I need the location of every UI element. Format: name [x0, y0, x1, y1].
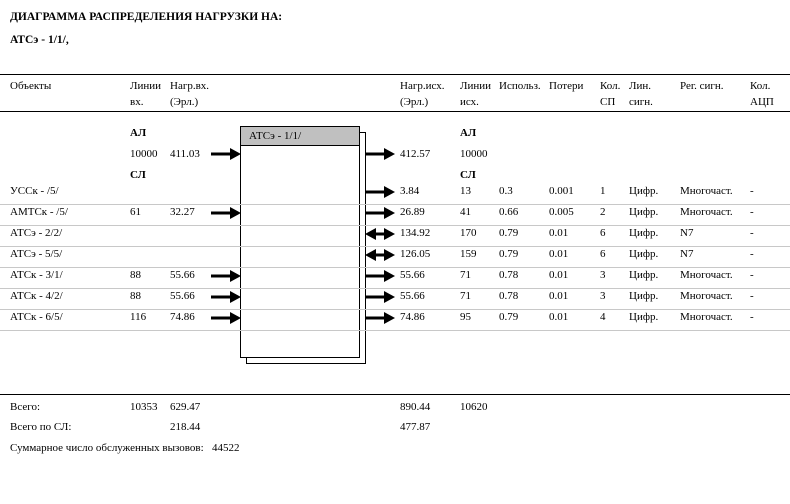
al-label-out: АЛ [460, 127, 477, 139]
cell-adc: - [750, 227, 754, 239]
cell-usage: 0.79 [499, 248, 519, 260]
cell-load-out: 55.66 [400, 290, 425, 302]
bidirectional-arrow-icon [365, 228, 395, 240]
out-arrow-icon [365, 291, 395, 303]
cell-line-sig: Цифр. [629, 311, 659, 323]
al-lines-out: 10000 [460, 148, 488, 160]
cell-load-out: 134.92 [400, 227, 431, 239]
cell-lines-out: 13 [460, 185, 471, 197]
in-arrow-icon [211, 270, 241, 282]
cell-lines-out: 159 [460, 248, 477, 260]
al-label-in: АЛ [130, 127, 147, 139]
totals-rule [0, 394, 790, 395]
cell-lines-out: 41 [460, 206, 471, 218]
total-lines-in: 10353 [130, 401, 158, 413]
out-arrow-icon [365, 312, 395, 324]
header-count-sub: СП [600, 96, 616, 108]
header-load-in-sub: (Эрл.) [170, 96, 199, 108]
in-arrow-icon [211, 207, 241, 219]
header-bottom-rule [0, 111, 790, 112]
cell-line-sig: Цифр. [629, 248, 659, 260]
cell-usage: 0.3 [499, 185, 513, 197]
cell-name: АМТСк - /5/ [10, 206, 68, 218]
cell-adc: - [750, 290, 754, 302]
cell-count: 2 [600, 206, 606, 218]
in-arrow-icon [211, 312, 241, 324]
cell-reg-sig: N7 [680, 248, 694, 260]
cell-adc: - [750, 185, 754, 197]
sl-label-out: СЛ [460, 169, 476, 181]
row-divider [0, 330, 790, 331]
cell-load-in: 55.66 [170, 269, 195, 281]
cell-line-sig: Цифр. [629, 185, 659, 197]
calls-label: Суммарное число обслуженных вызовов: [10, 442, 204, 454]
row-divider [0, 204, 790, 205]
row-divider [0, 288, 790, 289]
header-objects: Объекты [10, 80, 52, 92]
sl-label-in: СЛ [130, 169, 146, 181]
cell-name: АТСэ - 2/2/ [10, 227, 63, 239]
station-box-label: АТСэ - 1/1/ [241, 127, 359, 146]
cell-count: 3 [600, 269, 606, 281]
cell-reg-sig: Многочаст. [680, 290, 733, 302]
cell-adc: - [750, 311, 754, 323]
al-out-arrow-icon [365, 148, 395, 160]
out-arrow-icon [365, 186, 395, 198]
cell-name: УССк - /5/ [10, 185, 59, 197]
cell-adc: - [750, 248, 754, 260]
in-arrow-icon [211, 291, 241, 303]
total-label: Всего: [10, 401, 41, 413]
cell-load-out: 126.05 [400, 248, 431, 260]
header-load-in: Нагр.вх. [170, 80, 210, 92]
out-arrow-icon [365, 270, 395, 282]
al-lines-in: 10000 [130, 148, 158, 160]
header-line-sig: Лин. [629, 80, 651, 92]
cell-lines-out: 71 [460, 269, 471, 281]
header-load-out-sub: (Эрл.) [400, 96, 429, 108]
header-lines-in-sub: вх. [130, 96, 144, 108]
cell-losses: 0.01 [549, 227, 569, 239]
row-divider [0, 309, 790, 310]
header-lines-out: Линии [460, 80, 492, 92]
cell-losses: 0.001 [549, 185, 574, 197]
header-count: Кол. [600, 80, 621, 92]
report-title: ДИАГРАММА РАСПРЕДЕЛЕНИЯ НАГРУЗКИ НА: [10, 11, 283, 23]
sl-total-label: Всего по СЛ: [10, 421, 72, 433]
cell-lines-out: 95 [460, 311, 471, 323]
header-lines-in: Линии [130, 80, 162, 92]
cell-usage: 0.78 [499, 290, 519, 302]
total-lines-out: 10620 [460, 401, 488, 413]
cell-reg-sig: N7 [680, 227, 694, 239]
cell-load-in: 74.86 [170, 311, 195, 323]
cell-usage: 0.79 [499, 227, 519, 239]
sl-total-load-in: 218.44 [170, 421, 201, 433]
cell-reg-sig: Многочаст. [680, 185, 733, 197]
cell-name: АТСк - 6/5/ [10, 311, 63, 323]
cell-load-out: 55.66 [400, 269, 425, 281]
cell-line-sig: Цифр. [629, 269, 659, 281]
cell-lines-out: 71 [460, 290, 471, 302]
cell-losses: 0.01 [549, 290, 569, 302]
cell-lines-in: 61 [130, 206, 141, 218]
cell-count: 3 [600, 290, 606, 302]
cell-line-sig: Цифр. [629, 206, 659, 218]
header-losses: Потери [549, 80, 584, 92]
cell-adc: - [750, 269, 754, 281]
cell-reg-sig: Многочаст. [680, 311, 733, 323]
cell-adc: - [750, 206, 754, 218]
cell-lines-in: 116 [130, 311, 147, 323]
bidirectional-arrow-icon [365, 249, 395, 261]
header-adc-sub: АЦП [750, 96, 774, 108]
total-load-out: 890.44 [400, 401, 431, 413]
cell-count: 4 [600, 311, 606, 323]
al-load-in: 411.03 [170, 148, 200, 160]
cell-load-out: 3.84 [400, 185, 420, 197]
cell-name: АТСк - 4/2/ [10, 290, 63, 302]
cell-count: 1 [600, 185, 606, 197]
cell-name: АТСк - 3/1/ [10, 269, 63, 281]
header-reg-sig: Рег. сигн. [680, 80, 724, 92]
cell-usage: 0.79 [499, 311, 519, 323]
cell-lines-out: 170 [460, 227, 477, 239]
header-load-out: Нагр.исх. [400, 80, 445, 92]
cell-load-out: 26.89 [400, 206, 425, 218]
cell-reg-sig: Многочаст. [680, 206, 733, 218]
out-arrow-icon [365, 207, 395, 219]
calls-value: 44522 [212, 442, 240, 454]
cell-lines-in: 88 [130, 290, 141, 302]
row-divider [0, 225, 790, 226]
cell-line-sig: Цифр. [629, 227, 659, 239]
cell-count: 6 [600, 248, 606, 260]
header-lines-out-sub: исх. [460, 96, 479, 108]
cell-usage: 0.78 [499, 269, 519, 281]
row-divider [0, 267, 790, 268]
header-adc: Кол. [750, 80, 771, 92]
total-load-in: 629.47 [170, 401, 201, 413]
cell-lines-in: 88 [130, 269, 141, 281]
cell-load-out: 74.86 [400, 311, 425, 323]
cell-losses: 0.01 [549, 269, 569, 281]
cell-losses: 0.01 [549, 311, 569, 323]
sl-total-load-out: 477.87 [400, 421, 431, 433]
cell-name: АТСэ - 5/5/ [10, 248, 63, 260]
cell-load-in: 32.27 [170, 206, 195, 218]
cell-count: 6 [600, 227, 606, 239]
cell-line-sig: Цифр. [629, 290, 659, 302]
cell-usage: 0.66 [499, 206, 519, 218]
station-box [240, 126, 360, 358]
cell-losses: 0.01 [549, 248, 569, 260]
cell-losses: 0.005 [549, 206, 574, 218]
header-usage: Использ. [499, 80, 541, 92]
header-top-rule [0, 74, 790, 75]
cell-reg-sig: Многочаст. [680, 269, 733, 281]
report-subtitle: АТСэ - 1/1/, [10, 34, 69, 46]
row-divider [0, 246, 790, 247]
al-load-out: 412.57 [400, 148, 431, 160]
header-line-sig-sub: сигн. [629, 96, 653, 108]
cell-load-in: 55.66 [170, 290, 195, 302]
al-in-arrow-icon [211, 148, 241, 160]
